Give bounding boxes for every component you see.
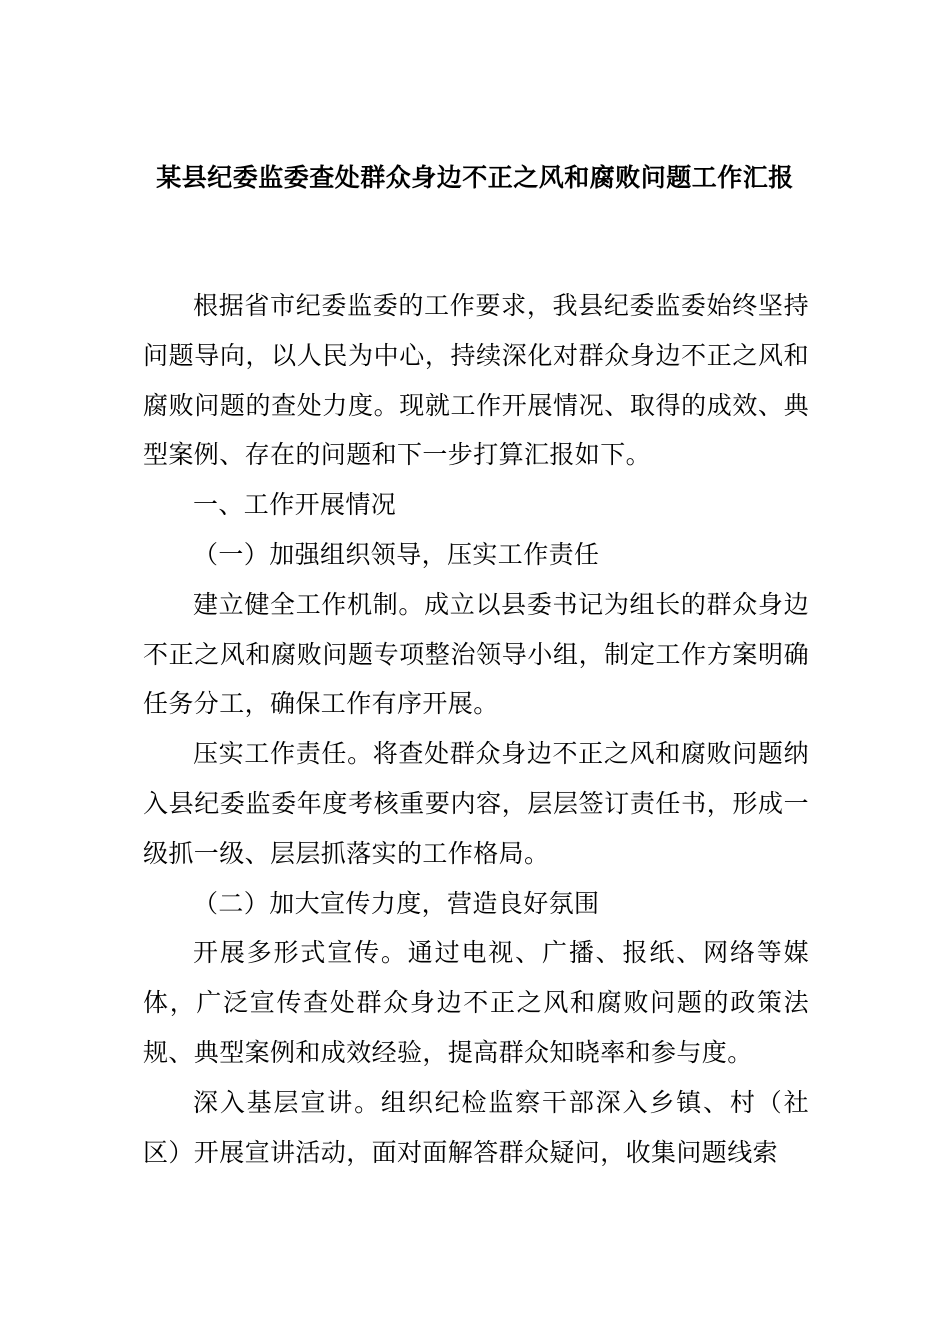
paragraph-publicity: 开展多形式宣传。通过电视、广播、报纸、网络等媒体，广泛宣传查处群众身边不正之风和腐败问题的政策法规、典型案例和成效经验，提高群众知晓率和参与度。 — [143, 938, 809, 1067]
subheading-1: （一）加强组织领导，压实工作责任 — [193, 539, 600, 569]
document-body — [143, 281, 809, 1177]
paragraph-responsibility: 压实工作责任。将查处群众身边不正之风和腐败问题纳入县纪委监委年度考核重要内容，层层签订责任书，形成一级抓一级、层层抓落实的工作格局。 — [143, 739, 809, 868]
paragraph-mechanism: 建立健全工作机制。成立以县委书记为组长的群众身边不正之风和腐败问题专项整治领导小组，制定工作方案明确任务分工，确保工作有序开展。 — [143, 589, 809, 719]
subheading-2: （二）加大宣传力度，营造良好氛围 — [193, 888, 600, 918]
heading-section-1: 一、工作开展情况 — [193, 490, 397, 520]
document-title: 某县纪委监委查处群众身边不正之风和腐败问题工作汇报 — [156, 163, 794, 192]
paragraph-grassroots: 深入基层宣讲。组织纪检监察干部深入乡镇、村（社区）开展宣讲活动，面对面解答群众疑问，收集问题线索 — [143, 1087, 809, 1167]
paragraph-intro: 根据省市纪委监委的工作要求，我县纪委监委始终坚持问题导向，以人民为中心，持续深化对群众身边不正之风和腐败问题的查处力度。现就工作开展情况、取得的成效、典型案例、存在的问题和下一步打算汇报如下。 — [143, 291, 809, 470]
